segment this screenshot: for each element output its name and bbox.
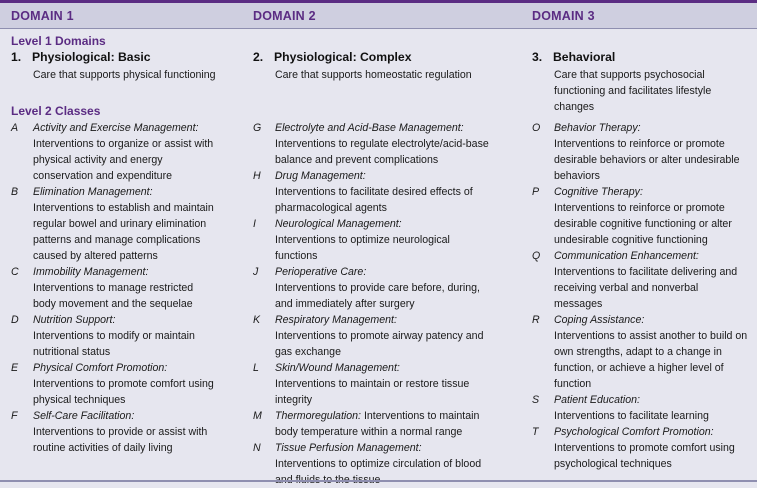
header-domain-2: DOMAIN 2 (253, 9, 316, 23)
class-letter: G (253, 122, 262, 134)
class-letter: K (253, 314, 261, 326)
class-item-i (253, 216, 489, 264)
domain-2-title: 2. Physiological: Complex (253, 50, 412, 64)
class-letter: J (253, 266, 259, 278)
header-domain-1: DOMAIN 1 (11, 9, 74, 23)
domain-1-desc: Care that supports physical functioning (33, 69, 216, 81)
class-letter: A (11, 122, 19, 134)
class-description: Interventions to promote comfort using physical techniques (33, 378, 214, 406)
class-name: Neurological Management: (275, 218, 402, 230)
class-letter: D (11, 314, 19, 326)
class-letter: M (253, 410, 262, 422)
class-letter: T (532, 426, 539, 438)
table-header (0, 3, 757, 29)
header-domain-3: DOMAIN 3 (532, 9, 595, 23)
class-description: Interventions to provide or assist with routine activities of daily living (33, 426, 208, 454)
class-item-f (11, 408, 215, 456)
domain-3 (532, 50, 752, 115)
class-description: Interventions to reinforce or promote desirable cognitive functioning or alter undesirable cognitive functioning (554, 202, 732, 246)
class-item-b (11, 184, 215, 264)
class-letter: H (253, 170, 261, 182)
class-name: Patient Education: (554, 394, 640, 406)
class-item-p (532, 184, 748, 248)
class-letter: E (11, 362, 19, 374)
class-letter: Q (532, 250, 541, 262)
class-description: Interventions to facilitate desired effects of pharmacological agents (275, 186, 473, 214)
class-description: Interventions to facilitate delivering and receiving verbal and nonverbal messages (554, 266, 738, 310)
class-letter: L (253, 362, 259, 374)
class-description: Interventions to optimize neurological functions (275, 234, 450, 262)
class-item-d (11, 312, 215, 360)
class-name: Psychological Comfort Promotion: (554, 426, 714, 438)
class-description: Interventions to optimize circulation of blood (275, 458, 482, 470)
class-name: Cognitive Therapy: (554, 186, 643, 198)
domain-1 (11, 50, 236, 83)
class-item-r (532, 312, 748, 392)
class-name: Respiratory Management: (275, 314, 397, 326)
level2-label: Level 2 Classes (11, 104, 101, 118)
domain-2 (253, 50, 493, 83)
class-item-m (253, 408, 489, 440)
class-item-t (532, 424, 748, 472)
class-item-a (11, 120, 215, 184)
class-letter: F (11, 410, 18, 422)
domain-3-title: 3. Behavioral (532, 50, 616, 64)
class-description: Interventions to facilitate learning (554, 410, 709, 422)
class-name: Elimination Management: (33, 186, 153, 198)
class-description: Interventions to modify or maintain nutritional status (33, 330, 195, 358)
class-name: Perioperative Care: (275, 266, 367, 278)
class-name: Activity and Exercise Management: (33, 122, 199, 134)
class-name: Communication Enhancement: (554, 250, 699, 262)
class-item-h (253, 168, 489, 216)
class-item-l (253, 360, 489, 408)
class-description: Interventions to maintain or restore tissue integrity (275, 378, 470, 406)
class-description: Interventions to manage restricted body movement and the sequelae (33, 282, 194, 310)
class-item-k (253, 312, 489, 360)
class-letter: B (11, 186, 19, 198)
class-item-c (11, 264, 215, 312)
class-letter: P (532, 186, 540, 198)
class-description: Interventions to promote airway patency and gas exchange (275, 330, 484, 358)
class-letter: N (253, 442, 261, 454)
class-letter: O (532, 122, 541, 134)
classes-column-2 (253, 120, 489, 488)
level1-label: Level 1 Domains (11, 34, 106, 48)
domain-2-desc: Care that supports homeostatic regulation (275, 69, 472, 81)
class-name: Skin/Wound Management: (275, 362, 400, 374)
class-description: Interventions to organize or assist with physical activity and energy conservation and expenditure (33, 138, 214, 182)
class-description: Interventions to provide care before, during, and immediately after surgery (275, 282, 480, 310)
class-item-j (253, 264, 489, 312)
class-item-o (532, 120, 748, 184)
class-letter: S (532, 394, 540, 406)
class-description: Interventions to establish and maintain regular bowel and urinary elimination patterns and manage complications caused by altered patterns (33, 202, 214, 262)
class-name: Physical Comfort Promotion: (33, 362, 168, 374)
domain-1-title: 1. Physiological: Basic (11, 50, 151, 64)
class-item-s (532, 392, 748, 424)
class-letter: I (253, 218, 256, 230)
class-name: Drug Management: (275, 170, 366, 182)
class-name: Electrolyte and Acid-Base Management: (275, 122, 464, 134)
class-name: Nutrition Support: (33, 314, 116, 326)
class-description: Interventions to maintain body temperature within a normal range (275, 410, 480, 438)
class-name: Thermoregulation: (275, 410, 361, 422)
class-name: Immobility Management: (33, 266, 149, 278)
class-name: Self-Care Facilitation: (33, 410, 135, 422)
class-description: Interventions to assist another to build on own strengths, adapt to a change in function, or achieve a higher level of function (554, 330, 748, 390)
class-item-q (532, 248, 748, 312)
class-item-g (253, 120, 489, 168)
class-description: Interventions to reinforce or promote desirable behaviors or alter undesirable behaviors (554, 138, 740, 182)
class-letter: R (532, 314, 540, 326)
classes-column-3 (532, 120, 748, 472)
class-name: Tissue Perfusion Management: (275, 442, 422, 454)
class-letter: C (11, 266, 19, 278)
class-description: Interventions to regulate electrolyte/acid-base balance and prevent complications (275, 138, 489, 166)
class-name: Behavior Therapy: (554, 122, 641, 134)
class-description: Interventions to promote comfort using psychological techniques (554, 442, 735, 470)
class-item-e (11, 360, 215, 408)
domain-3-desc: Care that supports psychosocial functioning and facilitates lifestyle changes (554, 69, 712, 113)
class-name: Coping Assistance: (554, 314, 645, 326)
classes-column-1 (11, 120, 215, 456)
